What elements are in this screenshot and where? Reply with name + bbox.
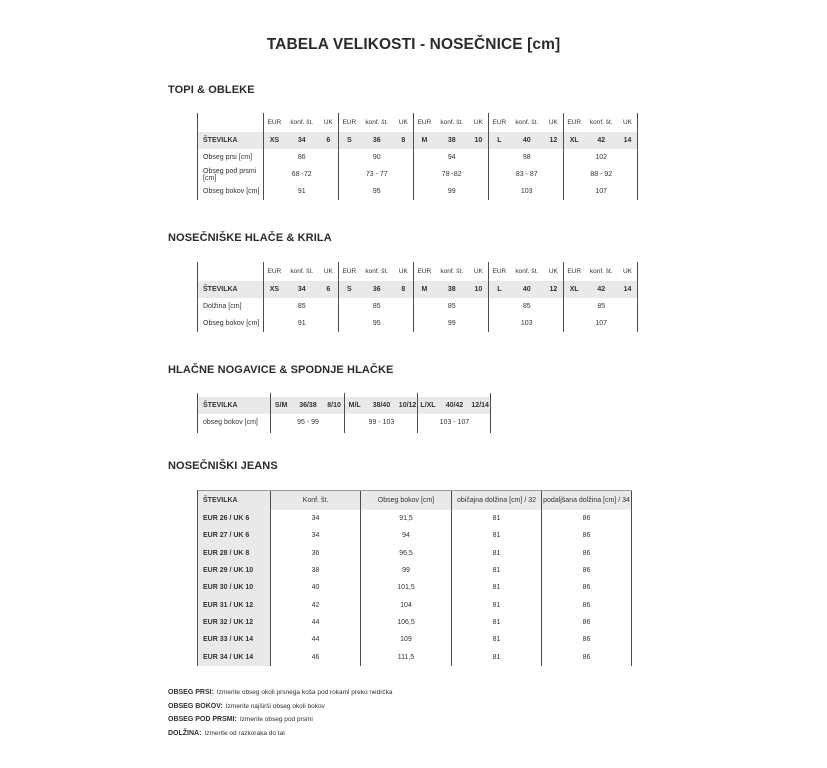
jeans-row <box>197 579 632 596</box>
value-cell: 73 - 77 <box>338 166 413 183</box>
size-cell: M 38 10 <box>413 281 488 298</box>
measure-row <box>197 166 638 183</box>
jeans-value-cell: 81 <box>451 545 541 562</box>
jeans-value-cell: 86 <box>541 562 632 579</box>
size-column-group: EUR konf. št. UK <box>338 262 413 281</box>
value-cell: 99 <box>413 183 488 200</box>
row-label: Obseg bokov [cm] <box>197 315 263 332</box>
size-column-group <box>338 113 413 132</box>
jeans-value-cell: 81 <box>451 614 541 631</box>
size-column-header-row <box>197 262 638 281</box>
value-cell: 83 - 87 <box>488 166 563 183</box>
jeans-header-row <box>197 491 632 510</box>
value-cell: 103 - 107 <box>417 414 491 431</box>
col-eur: EUR <box>567 119 582 126</box>
jeans-value-cell: 81 <box>451 631 541 648</box>
jeans-row <box>197 596 632 613</box>
size-cell <box>413 132 488 149</box>
jeans-header-cell: običajna dolžina [cm] / 32 <box>451 491 541 510</box>
row-label: ŠTEVILKA <box>197 132 263 149</box>
value-cell: 78 -82 <box>413 166 488 183</box>
jeans-header-cell: ŠTEVILKA <box>197 491 270 510</box>
value-cell: 102 <box>563 149 638 166</box>
size-eur: XS <box>269 137 280 144</box>
section-title-jeans: NOSEČNIŠKI JEANS <box>168 460 278 472</box>
size-cell: L 40 12 <box>488 281 563 298</box>
size-table-tights <box>197 393 491 433</box>
jeans-row <box>197 510 632 527</box>
col-uk: UK <box>473 119 483 126</box>
size-cell: S 36 8 <box>338 281 413 298</box>
jeans-value-cell: 34 <box>270 527 360 544</box>
size-number-row <box>197 281 638 298</box>
value-cell: 68 -72 <box>263 166 338 183</box>
size-eur: M <box>421 137 428 144</box>
jeans-value-cell: 86 <box>541 648 632 665</box>
size-cell: M/L 38/40 10/12 <box>344 397 418 414</box>
row-label: Obseg prsi [cm] <box>197 149 263 166</box>
value-cell: 99 - 103 <box>344 414 418 431</box>
value-cell: 99 <box>413 315 488 332</box>
size-number-row <box>197 397 491 414</box>
size-cell: L/XL 40/42 12/14 <box>417 397 491 414</box>
note-text: Izmerite obseg pod prsmi <box>239 716 313 724</box>
size-column-group: EUR konf. št. UK <box>413 262 488 281</box>
jeans-value-cell: 101,5 <box>360 579 451 596</box>
value-cell: 95 <box>338 315 413 332</box>
measure-row <box>197 183 638 200</box>
section-title-tops: TOPI & OBLEKE <box>168 84 255 96</box>
jeans-value-cell: 46 <box>270 648 360 665</box>
col-konf: konf. št. <box>290 119 314 126</box>
jeans-size-cell: EUR 27 / UK 6 <box>197 527 270 544</box>
spacer-row <box>197 431 491 433</box>
jeans-size-cell: EUR 29 / UK 10 <box>197 562 270 579</box>
value-cell: 107 <box>563 315 638 332</box>
value-cell: 91 <box>263 183 338 200</box>
jeans-value-cell: 86 <box>541 579 632 596</box>
col-uk: UK <box>323 119 333 126</box>
size-eur: XL <box>569 137 579 144</box>
measurement-notes <box>168 686 393 740</box>
jeans-value-cell: 44 <box>270 631 360 648</box>
jeans-table <box>197 490 632 666</box>
col-eur: EUR <box>267 119 282 126</box>
value-cell: 94 <box>413 149 488 166</box>
jeans-row <box>197 614 632 631</box>
jeans-value-cell: 86 <box>541 545 632 562</box>
measure-row <box>197 315 638 332</box>
row-label: obseg bokov [cm] <box>197 414 270 431</box>
size-column-group <box>263 113 338 132</box>
jeans-value-cell: 86 <box>541 510 632 527</box>
size-eur: L <box>497 137 502 144</box>
note-line <box>168 700 393 714</box>
jeans-value-cell: 96,5 <box>360 545 451 562</box>
size-column-group <box>488 113 563 132</box>
note-label: OBSEG POD PRSMI: <box>168 716 237 724</box>
jeans-header-cell: Konf. št. <box>270 491 360 510</box>
size-number-row <box>197 132 638 149</box>
jeans-size-cell: EUR 34 / UK 14 <box>197 648 270 665</box>
jeans-size-cell: EUR 28 / UK 8 <box>197 545 270 562</box>
jeans-value-cell: 91,5 <box>360 510 451 527</box>
jeans-row <box>197 648 632 665</box>
value-cell: 85 <box>263 298 338 315</box>
size-cell <box>563 132 638 149</box>
measure-row <box>197 298 638 315</box>
size-cell <box>338 132 413 149</box>
section-title-tights: HLAČNE NOGAVICE & SPODNJE HLAČKE <box>168 364 394 376</box>
size-column-group <box>413 113 488 132</box>
col-uk: UK <box>622 119 633 126</box>
row-label: Dolžina [cm] <box>197 298 263 315</box>
note-label: DOLŽINA: <box>168 730 202 738</box>
note-label: OBSEG BOKOV: <box>168 702 223 710</box>
size-konf: 34 <box>297 137 306 144</box>
row-label: Obseg pod prsmi [cm] <box>197 166 263 183</box>
jeans-value-cell: 34 <box>270 510 360 527</box>
value-cell: 98 <box>488 149 563 166</box>
value-cell: 86 <box>263 149 338 166</box>
jeans-value-cell: 104 <box>360 596 451 613</box>
jeans-header-cell: podaljšana dolžina [cm] / 34 <box>541 491 632 510</box>
size-konf: 40 <box>522 137 531 144</box>
col-konf: konf. št. <box>589 119 613 126</box>
jeans-value-cell: 81 <box>451 648 541 665</box>
jeans-header-cell: Obseg bokov [cm] <box>360 491 451 510</box>
jeans-row <box>197 527 632 544</box>
jeans-value-cell: 42 <box>270 596 360 613</box>
size-table-tops <box>197 113 638 200</box>
size-konf: 36 <box>372 137 381 144</box>
jeans-value-cell: 81 <box>451 562 541 579</box>
jeans-row <box>197 631 632 648</box>
jeans-value-cell: 36 <box>270 545 360 562</box>
col-eur: EUR <box>492 119 507 126</box>
size-cell: S/M 36/38 8/10 <box>270 397 344 414</box>
size-column-header-row <box>197 113 638 132</box>
col-eur: EUR <box>342 119 357 126</box>
jeans-value-cell: 44 <box>270 614 360 631</box>
value-cell: 85 <box>563 298 638 315</box>
jeans-value-cell: 99 <box>360 562 451 579</box>
jeans-value-cell: 86 <box>541 596 632 613</box>
size-uk: 8 <box>401 137 406 144</box>
jeans-value-cell: 81 <box>451 510 541 527</box>
jeans-value-cell: 109 <box>360 631 451 648</box>
measure-row <box>197 149 638 166</box>
jeans-row <box>197 545 632 562</box>
corner-cell <box>197 113 263 132</box>
jeans-value-cell: 40 <box>270 579 360 596</box>
row-label: ŠTEVILKA <box>197 281 263 298</box>
value-cell: 107 <box>563 183 638 200</box>
value-cell: 85 <box>413 298 488 315</box>
size-column-group: EUR konf. št. UK <box>263 262 338 281</box>
size-cell <box>488 132 563 149</box>
jeans-value-cell: 86 <box>541 527 632 544</box>
size-uk: 14 <box>623 137 632 144</box>
jeans-size-cell: EUR 33 / UK 14 <box>197 631 270 648</box>
col-uk: UK <box>398 119 408 126</box>
note-line <box>168 727 393 741</box>
measure-row <box>197 414 491 431</box>
col-konf: konf. št. <box>365 119 389 126</box>
row-label: ŠTEVILKA <box>197 397 270 414</box>
jeans-value-cell: 38 <box>270 562 360 579</box>
jeans-value-cell: 111,5 <box>360 648 451 665</box>
corner-cell <box>197 262 263 281</box>
note-label: OBSEG PRSI: <box>168 689 214 697</box>
value-cell: 88 - 92 <box>563 166 638 183</box>
value-cell: 85 <box>338 298 413 315</box>
col-uk: UK <box>548 119 558 126</box>
size-column-group: EUR konf. št. UK <box>563 262 638 281</box>
size-eur: S <box>347 137 352 144</box>
size-table-pants <box>197 262 638 332</box>
jeans-size-cell: EUR 30 / UK 10 <box>197 579 270 596</box>
size-konf: 42 <box>597 137 606 144</box>
jeans-row <box>197 562 632 579</box>
jeans-size-cell: EUR 31 / UK 12 <box>197 596 270 613</box>
page-title: TABELA VELIKOSTI - NOSEČNICE [cm] <box>266 36 561 53</box>
section-title-pants: NOSEČNIŠKE HLAČE & KRILA <box>168 232 332 244</box>
value-cell: 90 <box>338 149 413 166</box>
col-eur: EUR <box>417 119 432 126</box>
col-konf: konf. št. <box>440 119 464 126</box>
jeans-value-cell: 81 <box>451 596 541 613</box>
note-text: Izmerite najširši obseg okoli bokov <box>225 702 325 710</box>
size-cell: XS 34 6 <box>263 281 338 298</box>
jeans-value-cell: 106,5 <box>360 614 451 631</box>
size-konf: 38 <box>447 137 456 144</box>
jeans-value-cell: 86 <box>541 631 632 648</box>
note-line <box>168 686 393 700</box>
value-cell: 95 - 99 <box>270 414 344 431</box>
value-cell: 103 <box>488 315 563 332</box>
row-label: Obseg bokov [cm] <box>197 183 263 200</box>
size-column-group: EUR konf. št. UK <box>488 262 563 281</box>
jeans-size-cell: EUR 32 / UK 12 <box>197 614 270 631</box>
value-cell: 103 <box>488 183 563 200</box>
jeans-value-cell: 81 <box>451 579 541 596</box>
value-cell: 91 <box>263 315 338 332</box>
size-cell: XL 42 14 <box>563 281 638 298</box>
note-text: Izmerite od razkoraka do tal <box>204 730 285 738</box>
size-uk: 12 <box>549 137 558 144</box>
size-cell <box>263 132 338 149</box>
size-column-group <box>563 113 638 132</box>
jeans-value-cell: 81 <box>451 527 541 544</box>
jeans-size-cell: EUR 26 / UK 6 <box>197 510 270 527</box>
note-text: Izmerite obseg okoli prsnega koša pod rokami preko nedrčka <box>216 689 393 697</box>
value-cell: 95 <box>338 183 413 200</box>
jeans-value-cell: 86 <box>541 614 632 631</box>
size-uk: 10 <box>474 137 483 144</box>
size-uk: 6 <box>326 137 331 144</box>
note-line <box>168 713 393 727</box>
jeans-value-cell: 94 <box>360 527 451 544</box>
col-konf: konf. št. <box>515 119 539 126</box>
value-cell: 85 <box>488 298 563 315</box>
